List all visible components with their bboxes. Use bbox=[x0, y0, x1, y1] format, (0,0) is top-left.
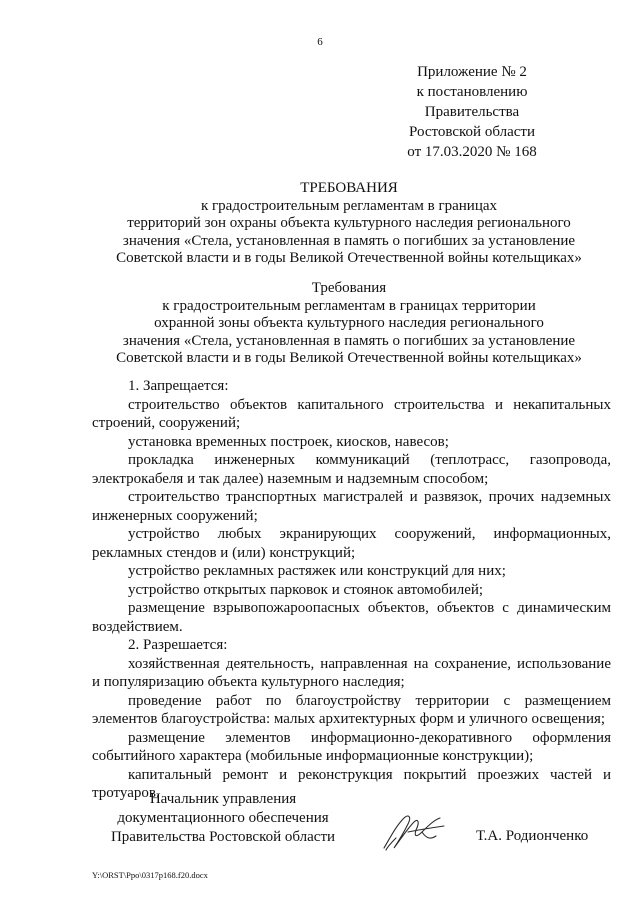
appendix-line: к постановлению bbox=[416, 84, 528, 100]
heading-line: к градостроительным регламентам в границах bbox=[200, 197, 498, 214]
heading-line: Советской власти и в годы Великой Отечественной войны котельщиках» bbox=[116, 350, 582, 366]
permitted-heading: 2. Разрешается: bbox=[128, 637, 228, 653]
position-line: Правительства Ростовской области bbox=[110, 829, 336, 845]
section-title: Требования bbox=[311, 280, 387, 296]
requirements-body bbox=[92, 377, 611, 803]
heading-line: охранной зоны объекта культурного наследия регионального bbox=[154, 315, 544, 331]
requirements-heading bbox=[0, 180, 640, 268]
file-path: Y:\ORST\Ppo\0317p168.f20.docx bbox=[92, 870, 208, 880]
permitted-item: размещение элементов информационно-декоративного оформления событийного характера (мобильные информационные конструкции); bbox=[92, 729, 611, 764]
document-title: ТРЕБОВАНИЯ bbox=[300, 180, 398, 196]
prohibited-heading: 1. Запрещается: bbox=[128, 378, 229, 394]
heading-line: территорий зон охраны объекта культурного наследия регионального bbox=[127, 215, 571, 231]
heading-line: значения «Стела, установленная в память о погибших за установление bbox=[122, 332, 576, 349]
prohibited-item: строительство объектов капитального строительства и некапитальных строений, сооружений; bbox=[92, 396, 611, 431]
permitted-item: хозяйственная деятельность, направленная на сохранение, использование и популяризацию объекта культурного наследия; bbox=[92, 655, 611, 690]
position-line: Начальник управления bbox=[149, 791, 297, 807]
heading-line: к градостроительным регламентам в границах территории bbox=[162, 297, 536, 314]
prohibited-item: строительство транспортных магистралей и развязок, прочих надземных инженерных сооружений; bbox=[92, 489, 611, 524]
signatory-position bbox=[93, 790, 353, 847]
position-line: документационного обеспечения bbox=[117, 810, 329, 826]
heading-line: значения «Стела, установленная в память о погибших за установление bbox=[122, 232, 576, 249]
appendix-line: Ростовской области bbox=[409, 124, 535, 140]
prohibited-item: устройство открытых парковок и стоянок автомобилей; bbox=[128, 581, 484, 598]
prohibited-item: устройство рекламных растяжек или конструкций для них; bbox=[128, 563, 506, 579]
prohibited-item: установка временных построек, киосков, навесов; bbox=[128, 433, 449, 450]
appendix-block bbox=[362, 62, 582, 162]
handwritten-signature bbox=[378, 808, 458, 854]
zone-requirements-heading bbox=[0, 280, 640, 368]
appendix-line: Правительства bbox=[424, 104, 520, 120]
prohibited-item: устройство любых экранирующих сооружений, информационных, рекламных стендов и (или) конструкций; bbox=[92, 526, 611, 561]
appendix-line: от 17.03.2020 № 168 bbox=[407, 144, 537, 160]
appendix-line: Приложение № 2 bbox=[417, 64, 527, 80]
prohibited-item: прокладка инженерных коммуникаций (теплотрасс, газопровода, электрокабеля и так далее) наземным и надземным способом; bbox=[92, 452, 611, 487]
prohibited-item: размещение взрывопожароопасных объектов, объектов с динамическим воздействием. bbox=[92, 600, 611, 635]
page-number: 6 bbox=[317, 36, 323, 48]
signatory-name: Т.А. Родионченко bbox=[476, 828, 589, 844]
permitted-item: капитальный ремонт и реконструкция покрытий проезжих частей и тротуаров. bbox=[92, 766, 611, 801]
permitted-item: проведение работ по благоустройству территории с размещением элементов благоустройства: малых архитектурных форм и уличного освещения; bbox=[92, 692, 611, 727]
heading-line: Советской власти и в годы Великой Отечественной войны котельщиках» bbox=[116, 250, 582, 266]
